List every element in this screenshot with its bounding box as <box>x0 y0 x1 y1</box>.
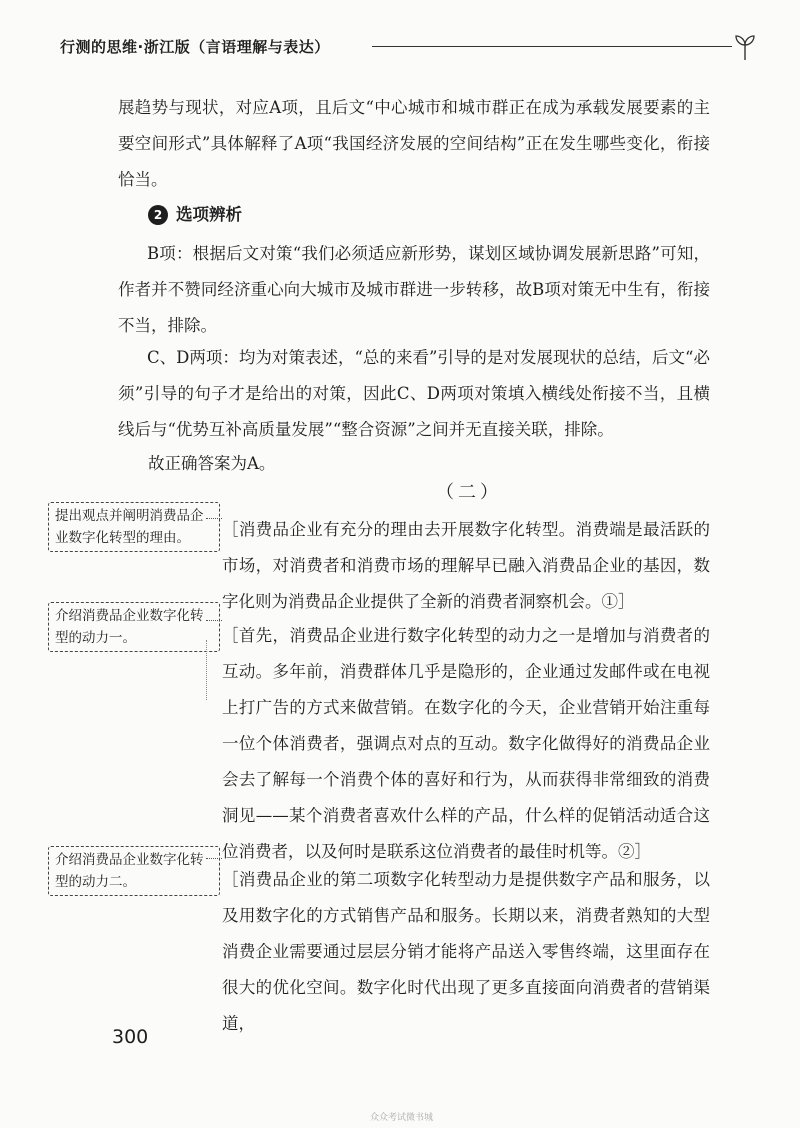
paragraph-option-cd: C、D两项：均为对策表述，“总的来看”引导的是对发展现状的总结，后文“必须”引导的句子才是给出的对策，因此C、D两项对策填入横线处衔接不当，且横线后与“优势互补高质量发展”“整合资源”之间并无直接关联，排除。 <box>118 348 710 439</box>
passage-paragraph-2: ［首先，消费品企业进行数字化转型的动力之一是增加与消费者的互动。多年前，消费群体几乎是隐形的，企业通过发邮件或在电视上打广告的方式来做营销。在数字化的今天，企业营销开始注重每一位个体消费者，强调点对点的互动。数字化做得好的消费品企业会去了解每一个消费个体的喜好和行为，从而获得非常细致的消费洞见——某个消费者喜欢什么样的产品，什么样的促销活动适合这位消费者，以及何时是联系这位消费者的最佳时机等。②］ <box>222 626 710 861</box>
paragraph-answer: 故正确答案为A。 <box>148 454 276 473</box>
side-note-divider <box>206 640 207 700</box>
side-note-3: 介绍消费品企业数字化转型的动力二。 <box>48 846 220 896</box>
running-header-title: 行测的思维·浙江版（言语理解与表达） <box>60 38 330 56</box>
subheading-label: 选项辨析 <box>176 205 242 224</box>
sprout-icon <box>732 32 758 62</box>
running-header <box>60 32 750 62</box>
side-note-3-leader <box>206 858 222 859</box>
paragraph-option-b: B项：根据后文对策“我们必须适应新形势，谋划区域协调发展新思路”可知，作者并不赞同经济重心向大城市及城市群进一步转移，故B项对策无中生有，衔接不当，排除。 <box>118 244 710 335</box>
circled-number-icon: 2 <box>148 205 168 225</box>
passage-paragraph-1: ［消费品企业有充分的理由去开展数字化转型。消费端是最活跃的市场，对消费者和消费市场的理解早已融入消费品企业的基因，数字化则为消费品企业提供了全新的消费者洞察机会。①］ <box>222 520 710 611</box>
header-rule <box>372 46 732 47</box>
side-note-2-leader <box>206 620 222 621</box>
scan-watermark: 众众考试微书城 <box>370 1113 434 1123</box>
section-heading: （二） <box>436 482 502 503</box>
paragraph-analysis-continued: 展趋势与现状，对应A项，且后文“中心城市和城市群正在成为承载发展要素的主要空间形式”具体解释了A项“我国经济发展的空间结构”正在发生哪些变化，衔接恰当。 <box>118 98 710 189</box>
page-number: 300 <box>112 1026 149 1048</box>
passage-paragraph-3: ［消费品企业的第二项数字化转型动力是提供数字产品和服务，以及用数字化的方式销售产品和服务。长期以来，消费者熟知的大型消费企业需要通过层层分销才能将产品送入零售终端，这里面存在很大的优化空间。数字化时代出现了更多直接面向消费者的营销渠道， <box>222 870 710 1033</box>
side-note-2: 介绍消费品企业数字化转型的动力一。 <box>48 602 220 652</box>
side-note-1: 提出观点并阐明消费品企业数字化转型的理由。 <box>48 502 220 552</box>
side-note-1-leader <box>206 518 222 519</box>
subheading-option-analysis <box>148 200 242 230</box>
